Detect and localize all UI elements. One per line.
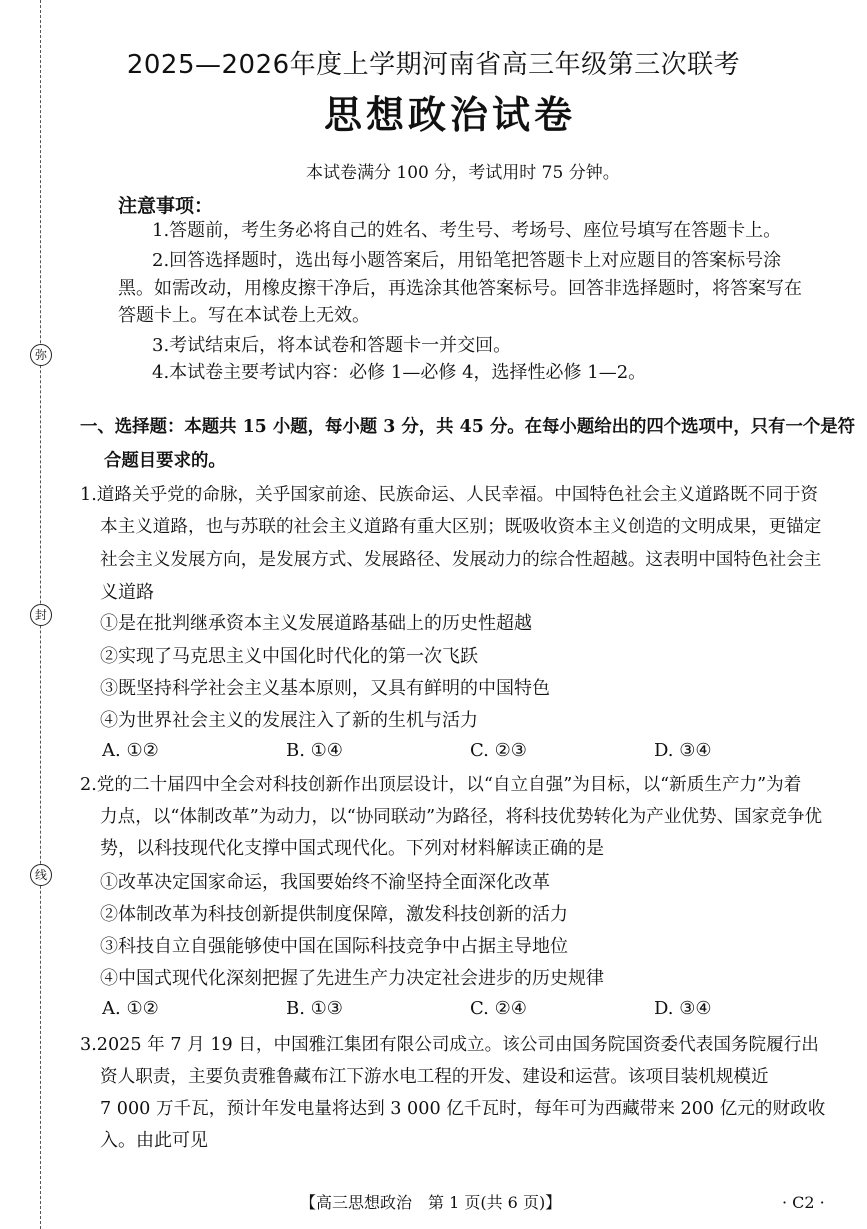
q1-statement: ③既坚持科学社会主义基本原则，又具有鲜明的中国特色 — [100, 678, 550, 699]
q1-stem-line: 社会主义发展方向，是发展方式、发展路径、发展动力的综合性超越。这表明中国特色社会主 — [100, 550, 822, 570]
q3-stem-line: 3.2025 年 7 月 19 日，中国雅江集团有限公司成立。该公司由国务院国资委代表国务院履行出 — [80, 1035, 819, 1055]
q3-stem-line: 7 000 万千瓦，预计年发电量将达到 3 000 亿千瓦时，每年可为西藏带来 200 亿元的财政收 — [100, 1099, 826, 1119]
q1-stem-line: 本主义道路，也与苏联的社会主义道路有重大区别；既吸收资本主义创造的文明成果，更锚定 — [100, 517, 822, 537]
binding-mark-feng: 封 — [30, 604, 52, 626]
q2-option-d: D. ③④ — [654, 998, 712, 1019]
q1-option-b: B. ①④ — [286, 740, 343, 761]
notes-heading: 注意事项： — [118, 195, 214, 217]
q1-statement: ②实现了马克思主义中国化时代化的第一次飞跃 — [100, 646, 478, 667]
notes-item: 3.考试结束后，将本试卷和答题卡一并交回。 — [152, 335, 512, 356]
q2-statement: ③科技自立自强能够使中国在国际科技竞争中占据主导地位 — [100, 936, 568, 957]
q1-stem-line: 1.道路关乎党的命脉，关乎国家前途、民族命运、人民幸福。中国特色社会主义道路既不同于资 — [80, 485, 819, 505]
q2-option-b: B. ①③ — [286, 998, 343, 1019]
q2-stem-line: 力点，以“体制改革”为动力，以“协同联动”为路径，将科技优势转化为产业优势、国家竞争优 — [100, 807, 823, 827]
q1-statement: ①是在批判继承资本主义发展道路基础上的历史性超越 — [100, 613, 532, 634]
q3-stem-line: 入。由此可见 — [100, 1130, 208, 1151]
binding-mark-mi: 弥 — [30, 344, 52, 366]
section-heading-cont: 合题目要求的。 — [104, 451, 226, 471]
notes-item: 2.回答选择题时，选出每小题答案后，用铅笔把答题卡上对应题目的答案标号涂 — [152, 250, 782, 271]
q1-statement: ④为世界社会主义的发展注入了新的生机与活力 — [100, 710, 478, 731]
q1-stem-line: 义道路 — [100, 582, 154, 603]
binding-mark-xian: 线 — [30, 864, 52, 886]
paper-code: · C2 · — [782, 1193, 825, 1212]
q2-statement: ④中国式现代化深刻把握了先进生产力决定社会进步的历史规律 — [100, 968, 604, 989]
q2-statement: ②体制改革为科技创新提供制度保障，激发科技创新的活力 — [100, 904, 568, 925]
exam-info: 本试卷满分 100 分，考试用时 75 分钟。 — [306, 163, 620, 183]
notes-item: 4.本试卷主要考试内容：必修 1—必修 4，选择性必修 1—2。 — [152, 362, 647, 383]
q1-option-d: D. ③④ — [654, 740, 712, 761]
q2-option-a: A. ①② — [102, 998, 159, 1019]
page-footer-label: 【高三思想政治 第 1 页(共 6 页)】 — [300, 1193, 562, 1212]
notes-item: 答题卡上。写在本试卷上无效。 — [118, 305, 370, 326]
section-heading: 一、选择题：本题共 15 小题，每小题 3 分，共 45 分。在每小题给出的四个选项中，只有一个是符 — [80, 417, 856, 437]
notes-item: 1.答题前，考生务必将自己的姓名、考生号、考场号、座位号填写在答题卡上。 — [152, 220, 782, 241]
q2-option-c: C. ②④ — [470, 998, 527, 1019]
q2-statement: ①改革决定国家命运，我国要始终不渝坚持全面深化改革 — [100, 872, 550, 893]
q3-stem-line: 资人职责，主要负责雅鲁藏布江下游水电工程的开发、建设和运营。该项目装机规模近 — [100, 1067, 769, 1087]
exam-title: 2025—2026年度上学期河南省高三年级第三次联考 — [126, 50, 741, 80]
notes-item: 黑。如需改动，用橡皮擦干净后，再选涂其他答案标号。回答非选择题时，将答案写在 — [118, 278, 802, 299]
q2-stem-line: 2.党的二十届四中全会对科技创新作出顶层设计，以“自立自强”为目标，以“新质生产力”为着 — [80, 775, 802, 795]
q1-option-c: C. ②③ — [470, 740, 527, 761]
subject-title: 思想政治试卷 — [323, 92, 576, 137]
q1-option-a: A. ①② — [102, 740, 159, 761]
q2-stem-line: 势，以科技现代化支撑中国式现代化。下列对材料解读正确的是 — [100, 838, 604, 859]
